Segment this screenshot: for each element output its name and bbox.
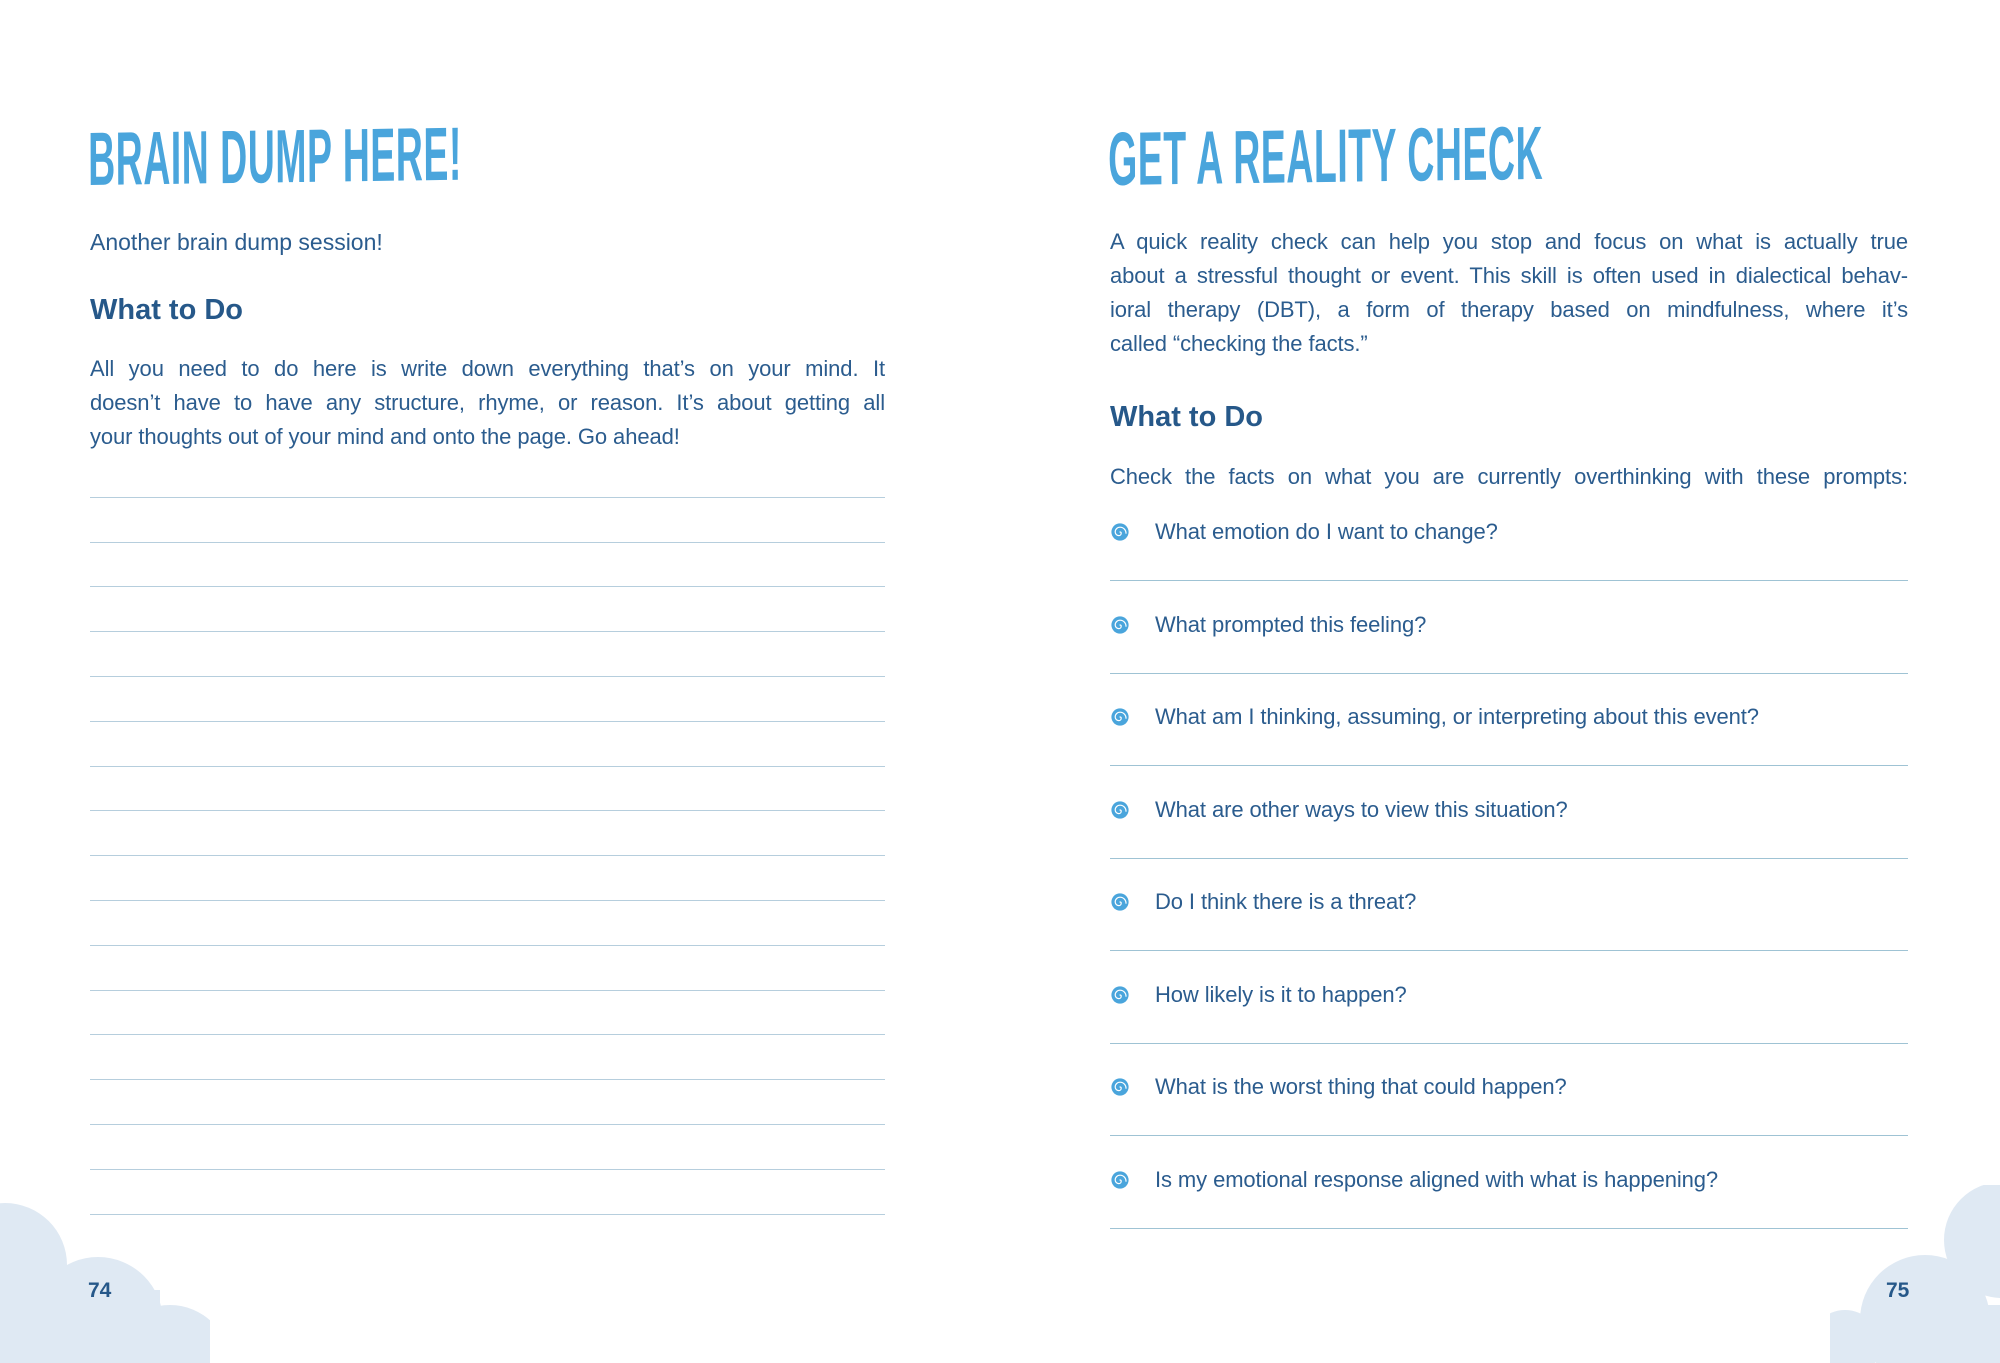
ruled-line [90, 587, 885, 632]
right-what-to-do-heading: What to Do [1110, 401, 1264, 433]
paragraph-line: All you need to do here is write down everything that’s on your mind. It [90, 356, 885, 381]
ruled-line [90, 1035, 885, 1080]
prompt-item [1110, 981, 1908, 1074]
swirl-bullet-icon [1110, 892, 1130, 912]
prompt-item [1110, 1073, 1908, 1166]
left-paragraph [90, 352, 885, 454]
ruled-line [90, 991, 885, 1036]
prompt-item [1110, 703, 1908, 796]
prompt-question: What emotion do I want to change? [1155, 519, 1498, 544]
paragraph-line: doesn’t have to have any structure, rhyme, or reason. It’s about getting all [90, 390, 885, 415]
answer-line [1110, 673, 1908, 674]
answer-line [1110, 1135, 1908, 1136]
ruled-line [90, 856, 885, 901]
paragraph-line: your thoughts out of your mind and onto the page. Go ahead! [90, 424, 680, 449]
ruled-line [90, 1125, 885, 1170]
ruled-line [90, 453, 885, 498]
prompt-question: What prompted this feeling? [1155, 611, 1427, 637]
prompt-item [1110, 611, 1908, 704]
ruled-line [90, 632, 885, 677]
ruled-line [90, 767, 885, 812]
reality-check-prompt-list [1110, 518, 1908, 1258]
ruled-line [90, 1080, 885, 1125]
ruled-line [90, 677, 885, 722]
ruled-line [90, 543, 885, 588]
prompt-question: Is my emotional response aligned with what is happening? [1155, 1166, 1719, 1192]
ruled-line [90, 498, 885, 543]
prompt-item [1110, 518, 1908, 611]
left-what-to-do-heading: What to Do [90, 294, 244, 326]
page-number-right: 75 [1886, 1279, 1910, 1302]
prompt-item [1110, 1166, 1908, 1259]
ruled-line [90, 901, 885, 946]
answer-line [1110, 580, 1908, 581]
paragraph-line: ioral therapy (DBT), a form of therapy based on mindfulness, where it’s [1110, 297, 1908, 322]
swirl-bullet-icon [1110, 1170, 1130, 1190]
cloud-decoration-left [0, 1190, 210, 1363]
swirl-bullet-icon [1110, 522, 1130, 542]
paragraph-line: called “checking the facts.” [1110, 331, 1368, 356]
prompt-question: What am I thinking, assuming, or interpreting about this event? [1155, 704, 1759, 729]
answer-line [1110, 858, 1908, 859]
swirl-bullet-icon [1110, 800, 1130, 820]
prompt-intro: Check the facts on what you are currently overthinking with these prompts: [1110, 464, 1908, 489]
paragraph-line: about a stressful thought or event. This skill is often used in dialectical behav- [1110, 263, 1908, 288]
swirl-bullet-icon [1110, 707, 1130, 727]
prompt-question: What are other ways to view this situation? [1155, 796, 1568, 822]
right-page-title: GET A REALITY CHECK [1107, 111, 1544, 202]
ruled-line [90, 811, 885, 856]
answer-line [1110, 1228, 1908, 1229]
page-number-left: 74 [88, 1279, 112, 1302]
swirl-bullet-icon [1110, 985, 1130, 1005]
prompt-item [1110, 796, 1908, 889]
brain-dump-writing-lines [90, 453, 885, 1215]
prompt-item [1110, 888, 1908, 981]
left-page-title: BRAIN DUMP HERE! [87, 112, 462, 202]
prompt-question: What is the worst thing that could happen? [1155, 1074, 1567, 1099]
cloud-decoration-right [1830, 1185, 2000, 1363]
answer-line [1110, 765, 1908, 766]
left-page-intro: Another brain dump session! [90, 229, 383, 255]
paragraph-line: A quick reality check can help you stop and focus on what is actually true [1110, 229, 1908, 254]
answer-line [1110, 950, 1908, 951]
prompt-question: How likely is it to happen? [1155, 981, 1407, 1007]
prompt-question: Do I think there is a threat? [1155, 889, 1417, 914]
swirl-bullet-icon [1110, 1077, 1130, 1097]
right-paragraph [1110, 225, 1908, 361]
swirl-bullet-icon [1110, 615, 1130, 635]
answer-line [1110, 1043, 1908, 1044]
ruled-line [90, 946, 885, 991]
ruled-line [90, 722, 885, 767]
